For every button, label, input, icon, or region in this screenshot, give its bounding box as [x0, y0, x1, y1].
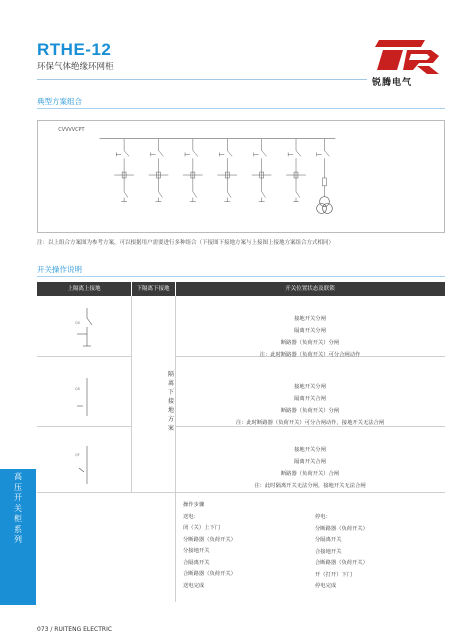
grid-line — [175, 492, 176, 602]
grid-line — [37, 426, 131, 427]
step-line: 操作步骤 — [183, 502, 205, 508]
vt-coil-icon — [320, 197, 330, 207]
column-header: 上隔离上接地 — [67, 286, 101, 292]
feeder-unit — [317, 139, 330, 197]
switch-schematic-on — [75, 446, 99, 490]
step-line: 分断路器（负荷开关） — [183, 536, 236, 543]
single-line-diagram — [37, 120, 445, 233]
scheme-vertical-label: 隔 离 下 接 地 方 案 — [167, 371, 174, 432]
power-on-steps — [183, 500, 236, 592]
state-line: 隔离开关合闸 — [294, 396, 326, 402]
feeder-group — [114, 139, 329, 202]
svg-text:QS: QS — [75, 321, 80, 325]
step-line: 分接地开关 — [183, 548, 210, 554]
state-line: 隔离开关合闸 — [294, 459, 326, 465]
grid-line — [37, 492, 445, 493]
state-line: 接地开关分闸 — [294, 447, 326, 453]
step-line: 合断路器（负荷开关） — [183, 571, 236, 577]
logo-wordmark: 锐腾电气 — [372, 78, 413, 88]
feeder-unit — [149, 139, 169, 202]
series-label: 高 压 开 关 柜 系 列 — [14, 472, 22, 544]
column-header: 开关位置状态及联锁 — [285, 286, 335, 292]
state-line: 断路器（负荷开关）分闸 — [280, 340, 340, 346]
state-note: 注：此时断路器（负荷开关）可分合闸动作，接地开关无法合闸 — [235, 420, 385, 426]
step-line: 合隔离开关 — [183, 559, 210, 566]
state-line: 断路器（负荷开关）合闸 — [280, 471, 340, 477]
product-title: RTHE-12 — [37, 40, 112, 59]
header-divider — [37, 79, 367, 80]
step-line: 分断路器（负荷开关） — [315, 525, 368, 532]
state-note: 注：此时断路器（负荷开关）可分合闸动作 — [259, 352, 361, 358]
column-header: 下隔离下接地 — [136, 286, 170, 292]
step-line: 送电完成 — [183, 582, 205, 589]
state-note: 注：此时隔离开关无法分闸，接地开关无法合闸 — [254, 483, 366, 489]
switch-schematic-closed — [75, 378, 99, 422]
step-line: 停电： — [315, 514, 331, 520]
state-line: 接地开关分闸 — [294, 316, 326, 322]
page-footer: 073 / RUITENG ELECTRIC — [37, 626, 113, 633]
diagram-label: CVVVVCPT — [58, 126, 85, 133]
step-line: 停电完成 — [315, 583, 337, 589]
vt-coil-icon — [323, 204, 333, 214]
table-header — [37, 282, 445, 296]
diagram-canvas — [38, 121, 444, 232]
feeder-unit — [114, 139, 134, 202]
step-line: 合接地开关 — [315, 548, 342, 555]
svg-text:QS: QS — [75, 387, 80, 391]
svg-text:QF: QF — [75, 453, 80, 457]
step-line: 闭（关）上下门 — [183, 525, 221, 531]
feeder-unit — [183, 139, 203, 202]
state-line: 隔离开关分闸 — [294, 328, 326, 334]
section-title-typical-schemes: 典型方案组合 — [37, 97, 82, 106]
step-line: 合断路器（负荷开关） — [315, 560, 368, 566]
feeder-unit — [286, 139, 306, 202]
state-line: 接地开关分闸 — [294, 384, 326, 390]
product-subtitle: 环保气体绝缘环网柜 — [37, 62, 114, 72]
section-divider — [37, 276, 445, 277]
scheme-note: 注：以上组合方案图为参考方案，可以根据用户需要进行多种组合（下接图下接地方案与上接图上接地方案组合方式相同） — [37, 240, 335, 246]
row-3-states — [180, 444, 440, 492]
feeder-unit — [252, 139, 272, 202]
switch-schematic-open — [75, 308, 99, 352]
step-line: 送电： — [183, 513, 199, 520]
vt-coil-icon — [317, 204, 327, 214]
row-1-states — [180, 313, 440, 361]
section-title-switch-operation: 开关操作说明 — [37, 265, 82, 274]
state-line: 断路器（负荷开关）分闸 — [280, 408, 340, 414]
row-2-states — [180, 381, 440, 429]
section-divider — [37, 108, 445, 109]
feeder-unit — [217, 139, 237, 202]
grid-line — [37, 356, 131, 357]
operation-table — [37, 282, 445, 602]
step-line: 开（打开）下门 — [315, 571, 353, 578]
power-off-steps — [315, 512, 368, 593]
step-line: 分隔离开关 — [315, 537, 342, 543]
grid-line — [131, 296, 132, 492]
